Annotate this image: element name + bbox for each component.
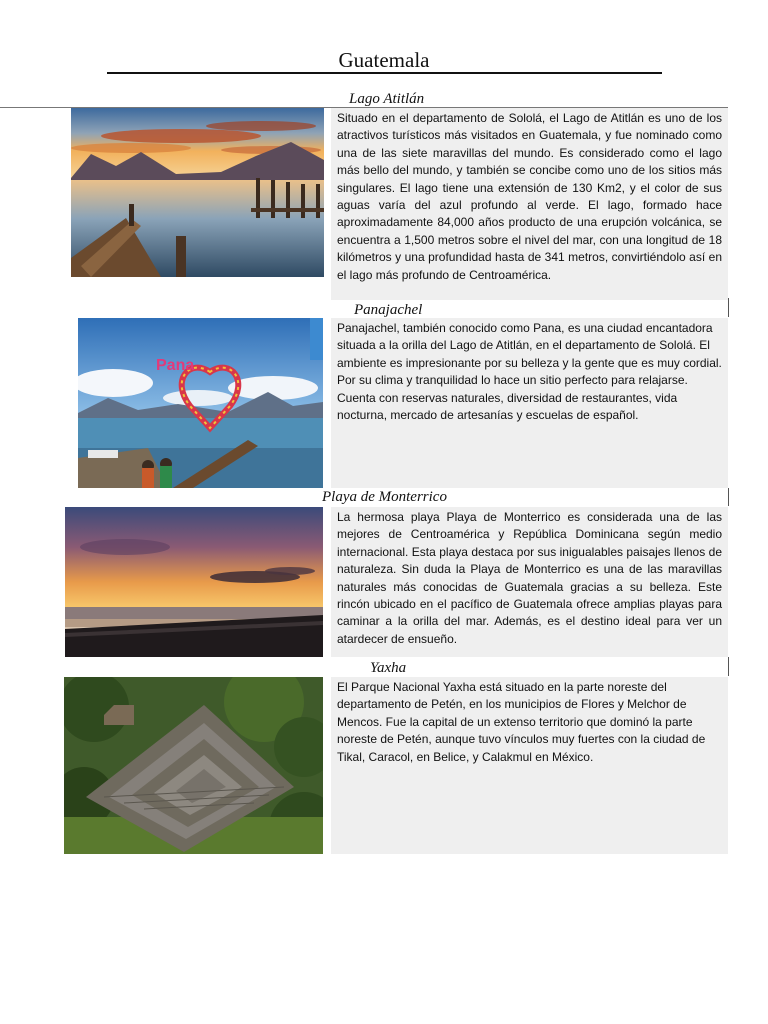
panajachel-textbox (331, 318, 728, 488)
section-title-yaxha: Yaxha (370, 660, 407, 676)
section-marker (728, 657, 729, 676)
pana-sign-text: Pana (156, 357, 195, 374)
panajachel-photo (78, 318, 323, 488)
title-underline (107, 72, 662, 74)
section-title-lago-atitlan: Lago Atitlán (349, 91, 425, 107)
lago-atitlan-photo (71, 108, 324, 277)
panajachel-description: Panajachel, también conocido como Pana, es una ciudad encantadora situada a la orilla del Lago de Atitlán, en el departamento de Sololá. El ambiente es impresionante por su belleza y la gente que es muy cordial. Por su clima y tranquilidad lo hace un sitio perfecto para relajarse. Cuenta con reservas naturales, diversidad de restaurantes, vida nocturna, mercado de artesanías y escuelas de español. (337, 321, 722, 423)
lago-atitlan-image (71, 108, 324, 277)
section-title-panajachel: Panajachel (354, 302, 423, 318)
yaxha-textbox (331, 677, 728, 854)
section-marker (728, 488, 729, 506)
lago-atitlan-textbox (331, 108, 728, 300)
section-marker (728, 298, 729, 317)
monterrico-image (65, 507, 323, 657)
page-title: Guatemala (338, 48, 430, 72)
section-title-playa-de-monterrico: Playa de Monterrico (322, 489, 447, 505)
yaxha-description: El Parque Nacional Yaxha está situado en la parte noreste del departamento de Petén, en los municipios de Flores y Melchor de Mencos. Fue la capital de un extenso territorio que dominó la parte noreste de Petén, aunque tuvo vínculos muy fuertes con la ciudad de Tikal, Caracol, en Belice, y Calakmul en México. (337, 680, 706, 764)
monterrico-textbox (331, 507, 728, 657)
lago-atitlan-description: Situado en el departamento de Sololá, el Lago de Atitlán es uno de los atractivos turísticos más visitados en Guatemala, y fue nominado como una de las siete maravillas del mundo. Es considerado como el lago más bello del mundo, y también se concibe como uno de los sitios más singulares. El lago tiene una extensión de 130 Km2, y el color de sus aguas varía del azul profundo al verde. El lago, formado hace aproximadamente 84,000 años producto de una erupción volcánica, se encuentra a 1,500 metros sobre el nivel del mar, con una longitud de 18 kilómetros y una profundidad hasta de 341 metros, convirtiéndolo así en el lago más profundo de Centroamérica. (337, 111, 722, 282)
monterrico-description: La hermosa playa Playa de Monterrico es considerada una de las mejores de Centroamérica y República Dominicana según medio internacional. Esta playa destaca por sus inigualables paisajes llenos de naturaleza. Sin duda la Playa de Monterrico es una de las maravillas naturales más conocidas de Guatemala gracias a su belleza. Este rincón ubicado en el pacífico de Guatemala ofrece amplias playas para caminar a la orilla del mar. Además, es el destino ideal para ver un atardecer de ensueño. (337, 510, 722, 646)
yaxha-image (64, 677, 323, 854)
yaxha-photo (64, 677, 323, 854)
panajachel-image (78, 318, 323, 488)
monterrico-photo (65, 507, 323, 657)
